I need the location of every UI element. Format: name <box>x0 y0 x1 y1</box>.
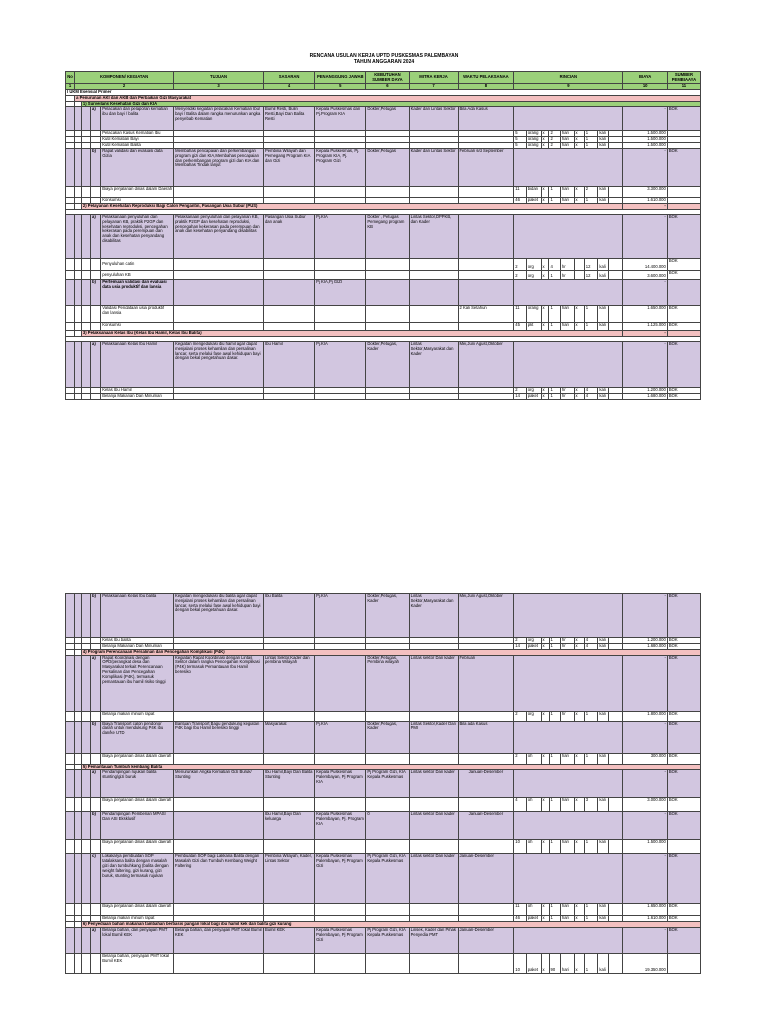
activity-row <box>66 594 701 638</box>
biaya-cell: 1.680.000 <box>623 393 667 399</box>
activity-row <box>66 655 701 711</box>
komponen-cell: Pertemuan validasi dan evaluasi data usia produktif dan lansia <box>101 279 174 305</box>
section-pmt: 6) Penyediaan bahan makanan tambahan berbasis pangan lokal bagi ibu hamil kek dan balita gizi kurang <box>81 922 700 928</box>
mitra-cell: Lintas Sektor,Kader Dan PMI <box>409 721 458 753</box>
komponen-cell: Pelaksanaan Kelas Ibu Hamil <box>101 341 174 387</box>
detail-row: penyuluhan KB 2 org x 1 hr 12 kali 3.600.000 BOK <box>66 270 701 279</box>
detail-label: Biaya perjalanan dinas dalam daerah <box>101 798 174 812</box>
sumber-cell: BOK <box>667 270 700 279</box>
komponen-cell: Pelaksanaan Kelas Ibu balita <box>101 594 174 638</box>
kebutuhan-cell: Pj Program Gizi, KIA Kepala Puskesmas <box>366 928 409 954</box>
sasaran-cell: Bumil KEK <box>263 928 314 954</box>
activity-row <box>66 279 701 305</box>
item-label: a) <box>91 214 101 258</box>
mitra-cell: Kader dan Lintas Sektor <box>409 107 458 131</box>
tujuan-cell: Pembuatan SOP bagi Lakkana Balita dengan Masalah Gizi dan Tumbuh Kembang Weight Faltering <box>174 854 264 904</box>
header-row <box>66 72 701 84</box>
kebutuhan-cell: Pj Program Gizi, KIA Kepala Puskesmas <box>366 854 409 904</box>
col-num: 9 <box>514 84 623 90</box>
col-waktu: WAKTU PELAKSANAA <box>458 72 514 84</box>
sumber-cell <box>667 954 700 974</box>
biaya-cell: - <box>623 203 667 209</box>
detail-label: Kutil Kematian Balita <box>101 143 174 149</box>
col-rincian: RINCIAN <box>514 72 623 84</box>
sasaran-cell: Lintas Sektor,Kader dan pembina Wilayah <box>263 655 314 711</box>
sasaran-cell: Pasangan Usia Subur dan anak <box>263 214 314 258</box>
pj-cell: Kepala Puskesmas, Pj. Program KIA, Pj. Program Gizi <box>315 148 366 186</box>
mitra-cell: Kader dan Lintas Sektor <box>409 148 458 186</box>
detail-label: Kelas Ibu balita <box>101 638 174 644</box>
sumber-cell: BOK <box>667 148 700 186</box>
item-label: a) <box>91 107 101 131</box>
detail-label: Kelas Ibu Hamil <box>101 387 174 393</box>
pj-cell: Kepala Puskesmas Palembayan, Pj. Program KIA <box>315 812 366 840</box>
pj-cell: Pj.KIA <box>315 341 366 387</box>
tujuan-cell: Kegiatan mengedukasi ibu hamil agar dapat menjalani proses kehamilan dan persalinan lancar, serta melalui fase awal kehidupan bayi dengan bekal pengetahuan dasar. <box>174 341 264 387</box>
detail-row: Belanja makan minum rapat 46 paket x 1 hari x 1 kali 1.610.000 BOK <box>66 916 701 922</box>
biaya-cell: - <box>623 594 667 638</box>
tujuan-cell: Menurunkan Angka Kematian Gizi Buruk/ Stunting <box>174 770 264 798</box>
waktu-cell: Mei,Juni Agust,Oktober <box>458 594 514 638</box>
activity-row <box>66 770 701 798</box>
col-num: 8 <box>458 84 514 90</box>
detail-label: Belanja bahan, penyajian PMT lokal Bumil KEK <box>101 954 174 974</box>
biaya-cell: 1.650.000 <box>623 904 667 916</box>
detail-label: Penyuluhan catin <box>101 258 174 270</box>
sasaran-cell: Pembina Wilayah dan Pemegang Program KIA dan Gizi <box>263 148 314 186</box>
mitra-cell: Lintas sektor Dan kader <box>409 770 458 798</box>
waktu-cell: Bila ada Kasus <box>458 721 514 753</box>
detail-row: Biaya perjalanan dinas dalam daerah 4 oh x 1 hari x 3 kali 3.000.000 BOK <box>66 798 701 812</box>
kebutuhan-cell: Dokter,Petugas, Kader <box>366 341 409 387</box>
waktu-cell: Januari-Desember <box>458 854 514 904</box>
tujuan-cell: Kegiatan mengedukasi ibu balita agar dapat menjalani proses kehamilan dan persalinan lancar, serta melalui fase awal kehidupan bayi dengan bekal pengetahuan dasar. <box>174 594 264 638</box>
detail-row: Konsumsi 46 paket x 1 hari x 1 kali 1.610.000 <box>66 197 701 203</box>
biaya-cell: 3.300.000 <box>623 186 667 197</box>
waktu-cell: Februari s/d September <box>458 148 514 186</box>
col-num: 11 <box>667 84 700 90</box>
section-ukm: I UKM Esensial Primer <box>66 90 701 96</box>
kebutuhan-cell: Dokter,Petugas, Pembina wilayah <box>366 655 409 711</box>
detail-row: Biaya perjalanan dinas dalam daerah 11 oh x 1 hari x 1 kali 1.650.000 BOK <box>66 904 701 916</box>
biaya-cell: 1.500.000 <box>623 131 667 137</box>
activity-row <box>66 341 701 387</box>
sumber-cell: BOK <box>667 322 700 330</box>
biaya-cell: 1.200.000 <box>623 387 667 393</box>
col-kebutuhan: KEBUTUHAN SUMBER DAYA <box>366 72 409 84</box>
sumber-cell: BOK <box>667 655 700 711</box>
sumber-cell: BOK <box>667 711 700 721</box>
sumber-cell: BOK <box>667 638 700 644</box>
sasaran-cell: Ibu Hamil <box>263 341 314 387</box>
detail-label: Pelacakan Kasus Kematian Ibu <box>101 131 174 137</box>
biaya-cell: - <box>623 854 667 904</box>
biaya-cell: 3.600.000 <box>623 270 667 279</box>
waktu-cell: 2 Kali Setahun <box>458 305 514 322</box>
detail-row: Kutil Kematian Balita 5 orang x 2 hari x 1 kali 1.500.000 <box>66 143 701 149</box>
komponen-cell: Biaya Transport calon pendonor darah untuk mendukung P4K ibu dan/ke UTD <box>101 721 174 753</box>
tujuan-cell: Belanja bahan, dan penyajian PMT lokal Bumil KEK <box>174 928 264 954</box>
biaya-cell: - <box>623 770 667 798</box>
komponen-cell: Belanja bahan, dan penyajian PMT lokal Bumil KEK <box>101 928 174 954</box>
komponen-cell: Rapat validasi dan evaluasi data Gizia <box>101 148 174 186</box>
biaya-cell: 1.125.000 <box>623 322 667 330</box>
detail-row: Belanja makan minum rapat 2 org x 1 hr x 1 kali 1.800.000 BOK <box>66 711 701 721</box>
detail-row: Biaya perjalanan dinas dalam daerah 2 oh x 1 hari x 1 kali 300.000 BOK <box>66 753 701 764</box>
pj-cell: Kepala Puskesmas Palembayan, Pj Program KIA <box>315 770 366 798</box>
item-label: a) <box>91 770 101 798</box>
sumber-cell: BOK <box>667 387 700 393</box>
sasaran-cell: Pembina Wilayah, Kader, Lintas Sektor <box>263 854 314 904</box>
kebutuhan-cell: 0 <box>366 812 409 840</box>
item-label: b) <box>91 594 101 638</box>
item-label: b) <box>91 279 101 305</box>
biaya-cell: 1.200.000 <box>623 638 667 644</box>
budget-table-page-2 <box>65 593 701 974</box>
section-p4k: 4) Program Perencanaan Persalinan dan Pencegahan Komplikasi (P4K) <box>81 649 700 655</box>
komponen-cell: Pendampingan rujukan balita stunting/gizi buruk <box>101 770 174 798</box>
biaya-cell: 1.610.000 <box>623 916 667 922</box>
waktu-cell: Februari <box>458 655 514 711</box>
item-label: b) <box>91 812 101 840</box>
biaya-cell: - <box>623 812 667 840</box>
pj-cell: Pj.KIA <box>315 214 366 258</box>
biaya-cell: - <box>623 341 667 387</box>
detail-label: Validasi Pendataan usia produktif dan lansia <box>101 305 174 322</box>
biaya-cell: 1.800.000 <box>623 711 667 721</box>
col-sumber: SUMBER PEMBIAAYA <box>667 72 700 84</box>
item-label: a) <box>91 341 101 387</box>
col-num: 4 <box>263 84 314 90</box>
sumber-cell: BOK <box>667 854 700 904</box>
sumber-cell: BOK <box>667 812 700 840</box>
col-penanggung-jawab: PENANGGUNG JAWAB <box>315 72 366 84</box>
detail-row: Belanja Makanan Dan Minuman 14 paket x 1 hr x 4 kali 1.680.000 BOK <box>66 393 701 399</box>
col-no: No <box>66 72 75 84</box>
mitra-cell: Lintas sektor Dan kader <box>409 655 458 711</box>
biaya-cell: - <box>623 330 667 336</box>
detail-row: Pelacakan Kasus Kematian Ibu 5 orang x 2 hari x 1 kali 1.500.000 <box>66 131 701 137</box>
mitra-cell: Lintas Sektor,Masyarakat dan Kader <box>409 341 458 387</box>
kebutuhan-cell: Pj Program Gizi, KIA Kepala Puskesmas <box>366 770 409 798</box>
detail-label: Konsumsi <box>101 197 174 203</box>
detail-row: Penyuluhan catin 2 org x 4 hr 12 kali 14.400.000 BOK <box>66 258 701 270</box>
biaya-cell: 19.350.000 <box>623 954 667 974</box>
section-kelas-ibu: 3) Pelaksanaan Kelas Ibu (Kelas Ibu Hamil, Kelas Ibu Balita) <box>81 330 623 336</box>
sumber-cell: BOK <box>667 753 700 764</box>
biaya-cell: 1.680.000 <box>623 644 667 650</box>
activity-row <box>66 107 701 131</box>
detail-row: Belanja bahan, penyajian PMT lokal Bumil KEK 10 paket x 90 hari x 1 kali 19.350.000 <box>66 954 701 974</box>
pj-cell: Kepala Puskesmas Palembayan, Pj Program Gizi <box>315 854 366 904</box>
biaya-cell: 3.000.000 <box>623 798 667 812</box>
mitra-cell: Linsek, Kader dan Pihak Penyedia PMT <box>409 928 458 954</box>
col-num: 10 <box>623 84 667 90</box>
col-tujuan: TUJUAN <box>174 72 264 84</box>
pj-cell: Kepala Puskesmas Palembayan, Pj Program Gizi <box>315 928 366 954</box>
detail-row: Belanja Makanan Dan Minuman 14 paket x 1 hr x 4 kali 1.680.000 BOK <box>66 644 701 650</box>
waktu-cell: Januari-Desember <box>458 812 514 840</box>
sumber-cell <box>667 840 700 854</box>
detail-row: Biaya perjalanan dinas dalam Daerah 11 bidan x 1 hari x 2 kali 3.300.000 <box>66 186 701 197</box>
mitra-cell: Lintas sektor Dan kader <box>409 854 458 904</box>
biaya-cell: 300.000 <box>623 753 667 764</box>
sasaran-cell: Ibu Hamil,Bayi Dan Balita Stunting <box>263 770 314 798</box>
komponen-cell: Pelaksanaan penyuluhan dan pelayanan KB, praktik P2GP dan kesehatan reproduksi, pencegahan kekerasan pada perempuan dan anak dan kesehatan penyandang disabilitas <box>101 214 174 258</box>
item-label: a) <box>91 655 101 711</box>
komponen-cell: Rapat Koordinasi dengan OPD/perangkat desa dan Masyarakat terkait Perencanaan Persalinan dan Pencegahan Komplikasi (P4K), termasuk pemantauan ibu hamil risiko tinggi <box>101 655 174 711</box>
sumber-cell: BOK <box>667 305 700 322</box>
pj-cell: Pj KIA,Pj GIZI <box>315 279 366 305</box>
item-label: b) <box>91 721 101 753</box>
detail-row: Kutil Kematian Bayi 5 orang x 2 hari x 1 kali 1.500.000 <box>66 137 701 143</box>
detail-label: Belanja makan minum rapat <box>101 711 174 721</box>
biaya-cell: 1.500.000 <box>623 137 667 143</box>
activity-row <box>66 812 701 840</box>
detail-label: Belanja makan minum rapat <box>101 916 174 922</box>
sasaran-cell: Masyarakat <box>263 721 314 753</box>
biaya-cell: 1.500.000 <box>623 840 667 854</box>
activity-row <box>66 854 701 904</box>
biaya-cell: - <box>623 655 667 711</box>
sasaran-cell: Ibu Balita <box>263 594 314 638</box>
sumber-cell: BOK <box>667 107 700 131</box>
document-subtitle: TAHUN ANGGARAN 2024 <box>353 59 415 65</box>
mitra-cell: Lintas Sektor,DPPKB, dan Kader <box>409 214 458 258</box>
sasaran-cell: Bumil Resti, Bulin Resti,Bayi Dan Balita Resti <box>263 107 314 131</box>
activity-row <box>66 214 701 258</box>
item-label: b) <box>91 148 101 186</box>
col-num: 5 <box>315 84 366 90</box>
biaya-cell: 1.610.000 <box>623 197 667 203</box>
col-num: 7 <box>409 84 458 90</box>
sumber-cell: BOK <box>667 770 700 798</box>
col-mitra: MITRA KERJA <box>409 72 458 84</box>
col-num: 1 <box>66 84 75 90</box>
col-num: 3 <box>174 84 264 90</box>
sumber-cell: BOK <box>667 214 700 258</box>
kebutuhan-cell: Dokter,Petugas <box>366 107 409 131</box>
detail-label: Konsumsi <box>101 322 174 330</box>
section-tumbuh-kembang: 5) Pemantauan Tumbuh kembang Balita <box>81 764 700 770</box>
document-title: RENCANA USULAN KERJA UPTD PUSKESMAS PALEMBAYAN <box>309 53 459 59</box>
pj-cell: Pj.KIA <box>315 721 366 753</box>
sumber-cell: BOK <box>667 798 700 812</box>
biaya-cell: - <box>623 928 667 954</box>
col-num: 6 <box>366 84 409 90</box>
detail-label: Kutil Kematian Bayi <box>101 137 174 143</box>
biaya-cell: 14.400.000 <box>623 258 667 270</box>
pj-cell: Pj.KIA <box>315 594 366 638</box>
section-surveilans: 1) Surveilans Kesehatan Gizi dan KIA <box>81 101 700 107</box>
komponen-cell: Lokakarya pembuatan SOP tatalaksana balita dengan masalah gizi dan tumbuhkang (balita dengan weight faltering, gizi kurang, gizi buruk, stunting termasuk rujukan <box>101 854 174 904</box>
detail-row: Kelas Ibu Hamil 2 org x 1 hr x 4 kali 1.200.000 BOK <box>66 387 701 393</box>
sumber-cell: BOK <box>667 258 700 270</box>
waktu-cell: Bila Ada Kasus <box>458 107 514 131</box>
detail-row: Konsumsi 45 pkt x 1 hari x 1 kali 1.125.000 BOK <box>66 322 701 330</box>
biaya-cell: - <box>623 214 667 258</box>
detail-row: Validasi Pendataan usia produktif dan lansia 2 Kali Setahun 11 orang x 1 hari x 1 kali 1.650.000 BOK <box>66 305 701 322</box>
mitra-cell: Lintas Sektor,Masyarakat dan Kader <box>409 594 458 638</box>
pj-cell: Kepala Puskesmas dan Pj.Program KIA <box>315 107 366 131</box>
komponen-cell: Pendampingan Pemberian MPASI Dan ASI Eksklusif <box>101 812 174 840</box>
col-num: 2 <box>75 84 174 90</box>
detail-label: penyuluhan KB <box>101 270 174 279</box>
mitra-cell: Lintas sektor Dan kader <box>409 812 458 840</box>
activity-row <box>66 148 701 186</box>
item-label: a) <box>91 928 101 954</box>
kebutuhan-cell: Dokter , Petugas Pemegang program KB <box>366 214 409 258</box>
tujuan-cell: Pelaksanaan penyuluhan dan pelayanan KB, praktik P2GP dan kesehatan reproduksi, pencegahan kekerasan pada perempuan dan anak dan kesehatan penyandang disabilitas <box>174 214 264 258</box>
kebutuhan-cell: Dokter,Petugas, Kader <box>366 721 409 753</box>
sumber-cell: BOK <box>667 916 700 922</box>
activity-row <box>66 721 701 753</box>
tujuan-cell: Kegiatan Rapat Koordinasi dengan Lintas Sektor dalam rangka Pencegahan Komplikasi (P4K) termasuk Pemantauan Ibu Hamil beresiko <box>174 655 264 711</box>
sumber-cell: BOK <box>667 393 700 399</box>
detail-label: Biaya perjalanan dinas dalam daerah <box>101 840 174 854</box>
activity-row <box>66 928 701 954</box>
detail-label: Biaya perjalanan dinas dalam Daerah <box>101 186 174 197</box>
col-komponen: KOMPONEN/ KEGIATAN <box>75 72 174 84</box>
sasaran-cell: Ibu Hamil,Bayi Dan keluarga <box>263 812 314 840</box>
biaya-cell: - <box>623 721 667 753</box>
detail-label: Biaya perjalanan dinas dalam daerah <box>101 753 174 764</box>
biaya-cell: - <box>623 148 667 186</box>
tujuan-cell: Menyelidiki kegiatan pelacakan Kematian Ibu/ bayi / Balita dalam rangka menurunkan angka penyebab Kematian <box>174 107 264 131</box>
waktu-cell: Januari-Desember <box>458 770 514 798</box>
waktu-cell: Januari-Desember <box>458 928 514 954</box>
sumber-cell: BOK <box>667 341 700 387</box>
budget-table-page-1 <box>65 71 701 400</box>
detail-label: Belanja Makanan Dan Minuman <box>101 393 174 399</box>
tujuan-cell: Bantuan Transport Bagu pendukung kegiatan P4K bagi Ibu Hamil beresiko tinggi <box>174 721 264 753</box>
detail-label: Biaya perjalanan dinas dalam daerah <box>101 904 174 916</box>
komponen-cell: Pelacakan dan pelaporan kematian ibu dan bayi / balita <box>101 107 174 131</box>
section-kespro: 2) Pelayanan Kesehatan Reproduksi Bagi Calon Pengantin, Pasangan Usia Subur (PUS) <box>81 203 623 209</box>
col-sasaran: SASARAN <box>263 72 314 84</box>
sumber-cell: BOK <box>667 644 700 650</box>
sumber-cell: BOK <box>667 594 700 638</box>
detail-label: Belanja Makanan Dan Minuman <box>101 644 174 650</box>
tujuan-cell: Membahas pencapaian dan perkembangan program gizi dan KIA,Membahas pencapaian dan perkembangan program gizi dan KIA dan Membahas Tindak lanjut <box>174 148 264 186</box>
kebutuhan-cell: Dokter,Petugas, Kader <box>366 594 409 638</box>
col-biaya: BIAYA <box>623 72 667 84</box>
biaya-cell: 1.500.000 <box>623 143 667 149</box>
sumber-cell: BOK <box>667 928 700 954</box>
sumber-cell: BOK <box>667 721 700 753</box>
biaya-cell: - <box>623 107 667 131</box>
section-aki-akb: a Penurunan AKI dan AKB dan Perbaikan Gizi Masyarakat <box>75 95 701 101</box>
sumber-cell: BOK <box>667 904 700 916</box>
detail-row: Biaya perjalanan dinas dalam daerah 10 oh x 1 hari x 1 kali 1.500.000 <box>66 840 701 854</box>
waktu-cell: Mei,Juni Agust,Oktober <box>458 341 514 387</box>
detail-row: Kelas Ibu balita 2 org x 1 hr x 4 kali 1.200.000 BOK <box>66 638 701 644</box>
biaya-cell: 1.650.000 <box>623 305 667 322</box>
item-label: c) <box>91 854 101 904</box>
biaya-cell: - <box>623 279 667 305</box>
kebutuhan-cell: Dokter,Petugas <box>366 148 409 186</box>
